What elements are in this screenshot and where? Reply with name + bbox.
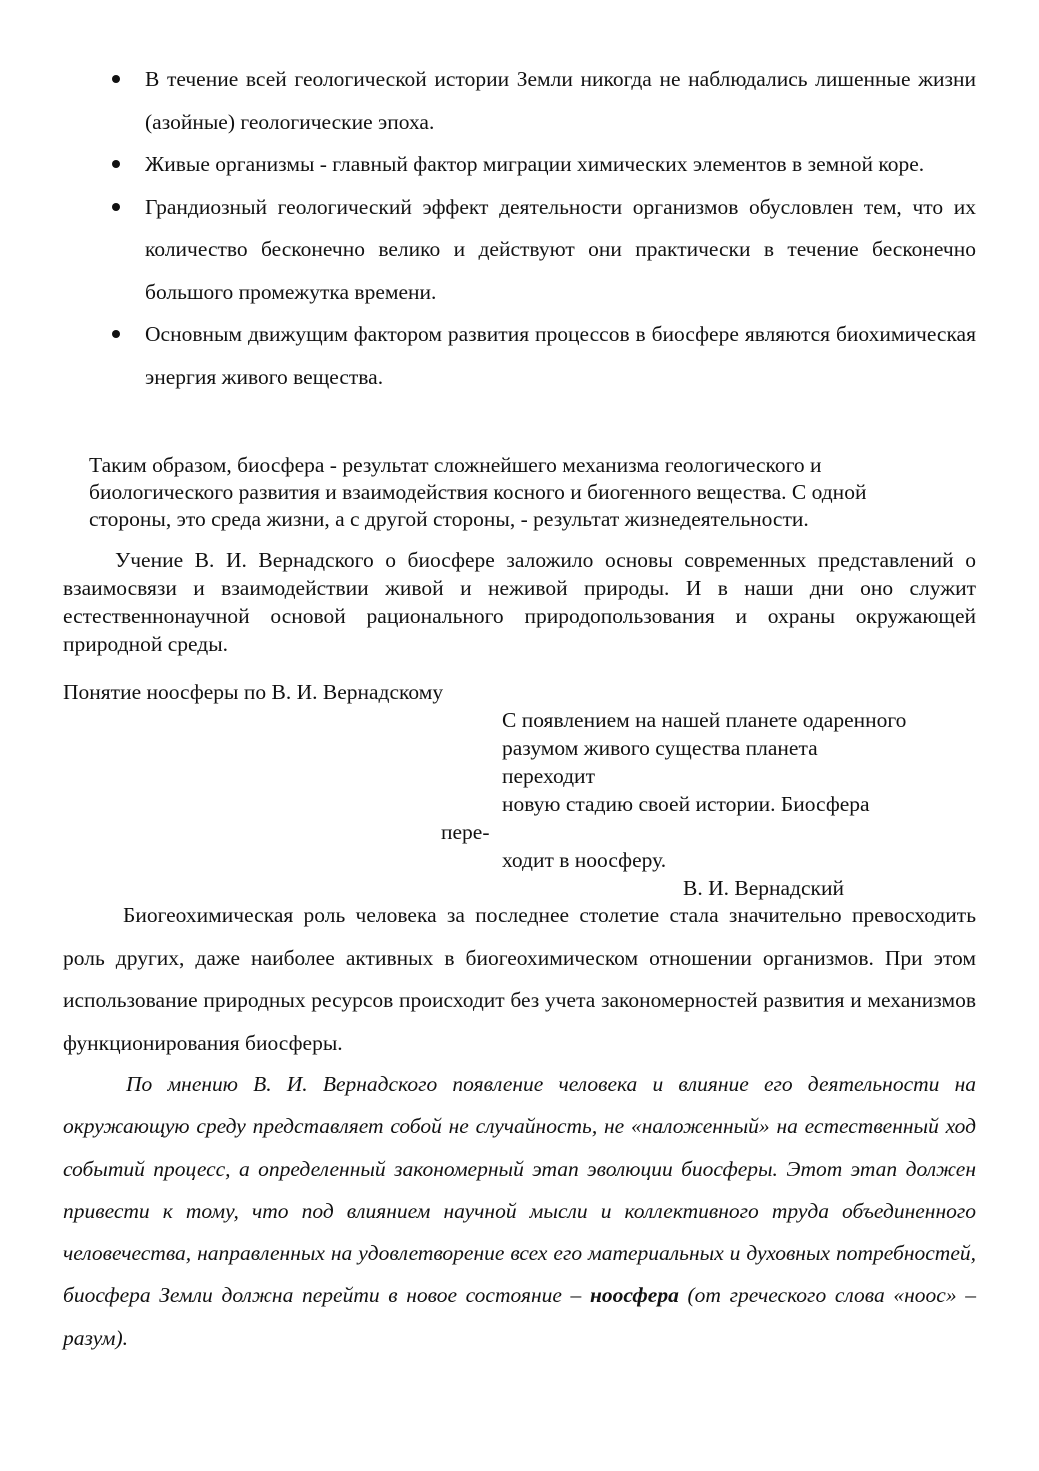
opinion-text-end: (от греческого слова «ноос» – разум).	[63, 1283, 976, 1350]
noosphere-opinion-paragraph	[63, 1063, 976, 1359]
list-item	[110, 186, 976, 314]
opinion-text: По мнению В. И. Вернадского появление человека и влияние его деятельности на окружающую среду представляет собой не случайность, не «наложенный» на естественный ход событий процесс, а определенный закономерный этап эволюции биосферы. Этот этап должен привести к тому, что под влиянием научной мысли и коллективного труда объединенного человечества, направленных на удовлетворение всех его материальных и духовных потребностей, биосфера Земли должна перейти в новое состояние –	[63, 1072, 976, 1308]
epigraph-line: разумом живого существа планета	[502, 736, 818, 760]
list-item-text: В течение всей геологической истории Земли никогда не наблюдались лишенные жизни (азойные) геологические эпоха.	[145, 67, 976, 134]
list-item-text: Основным движущим фактором развития процессов в биосфере являются биохимическая энергия живого вещества.	[145, 322, 976, 389]
bullet-icon	[112, 203, 120, 211]
role-paragraph: Биогеохимическая роль человека за последнее столетие стала значительно превосходить роль других, даже наиболее активных в биогеохимическом отношении организмов. При этом использование природных ресурсов происходит без учета закономерностей развития и механизмов функционирования биосферы.	[63, 903, 976, 1055]
list-item	[110, 58, 976, 143]
bullet-icon	[112, 75, 120, 83]
noosphere-term: ноосфера	[589, 1283, 679, 1308]
epigraph-line: новую стадию своей истории. Биосфера	[502, 792, 870, 816]
epigraph-line: переходит	[502, 764, 595, 788]
list-item	[110, 313, 976, 398]
bullet-icon	[112, 330, 120, 338]
epigraph-line: С появлением на нашей планете одаренного	[502, 708, 907, 732]
list-item-text: Грандиозный геологический эффект деятельности организмов обусловлен тем, что их количество бесконечно велико и действуют они практически в течение бесконечно большого промежутка времени.	[145, 194, 976, 304]
bullet-icon	[112, 160, 120, 168]
epigraph-author: В. И. Вернадский	[683, 876, 844, 900]
epigraph-line: ходит в ноосферу.	[502, 848, 667, 872]
list-item	[110, 143, 976, 186]
biosphere-principles-list	[110, 58, 976, 398]
summary-paragraph: Таким образом, биосфера - результат сложнейшего механизма геологического и биологического развития и взаимодействия косного и биогенного вещества. С одной стороны, это среда жизни, а с другой стороны, - результат жизнедеятельности.	[89, 453, 867, 531]
list-item-text: Живые организмы - главный фактор миграции химических элементов в земной коре.	[145, 152, 925, 176]
teaching-paragraph: Учение В. И. Вернадского о биосфере заложило основы современных представлений о взаимосвязи и взаимодействии живой и неживой природы. И в наши дни оно служит естественнонаучной основой рационального природопользования и охраны окружающей природной среды.	[63, 548, 976, 656]
epigraph-hyphen-part: пере-	[441, 820, 490, 844]
section-title: Понятие ноосферы по В. И. Вернадскому	[63, 680, 444, 704]
